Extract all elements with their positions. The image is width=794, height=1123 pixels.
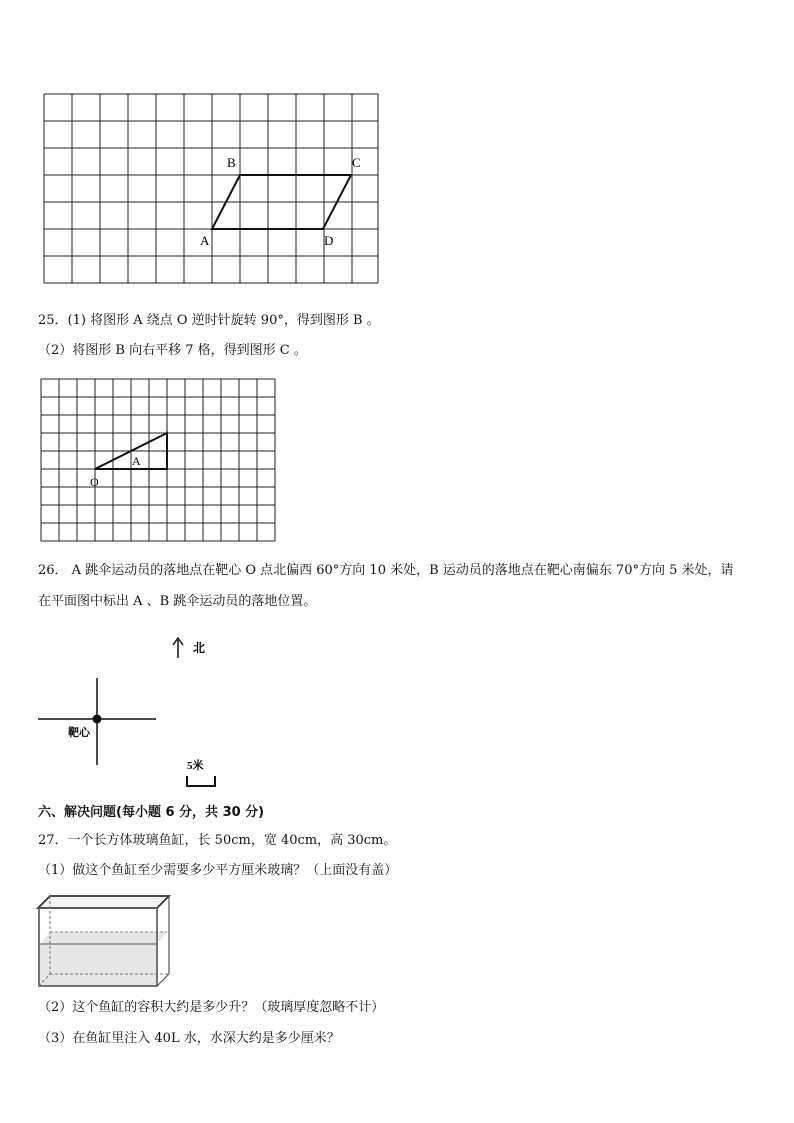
grid-lines <box>44 94 378 283</box>
tank-right-edge <box>157 974 169 986</box>
q27-sub1: （1）做这个鱼缸至少需要多少平方厘米玻璃？（上面没有盖） <box>38 863 398 878</box>
north-arrow-icon <box>173 638 183 658</box>
parallelogram-grid-figure <box>40 90 385 290</box>
q27-sub2: （2）这个鱼缸的容积大约是多少升？（玻璃厚度忽略不计） <box>38 1000 385 1015</box>
target-center-dot <box>93 715 102 724</box>
target-direction-figure <box>30 630 270 810</box>
fish-tank-figure <box>36 890 171 990</box>
point-label-o: O <box>90 475 99 489</box>
vertex-label-c: C <box>352 155 361 170</box>
tank-top-rim <box>38 896 169 908</box>
q25-line2: （2）将图形 B 向右平移 7 格，得到图形 C 。 <box>38 343 307 358</box>
grid-lines <box>41 379 275 541</box>
tank-water <box>40 932 167 986</box>
scale-bar <box>187 776 215 786</box>
rotation-grid-figure <box>38 376 278 544</box>
section-6-title: 六、解决问题(每小题 6 分，共 30 分) <box>38 805 265 820</box>
vertex-label-a: A <box>200 233 210 248</box>
north-label: 北 <box>193 641 206 655</box>
q27-sub3: （3）在鱼缸里注入 40L 水，水深大约是多少厘米？ <box>38 1031 340 1046</box>
q26-line2: 在平面图中标出 A 、B 跳伞运动员的落地位置。 <box>38 594 317 609</box>
q25-line1: 25．(1) 将图形 A 绕点 O 逆时针旋转 90°，得到图形 B 。 <box>38 313 380 328</box>
target-center-label: 靶心 <box>68 727 90 739</box>
q26-line1: 26． A 跳伞运动员的落地点在靶心 O 点北偏西 60°方向 10 米处，B 运动员的落地点在靶心南偏东 70°方向 5 米处，请 <box>38 563 734 578</box>
q27-intro: 27．一个长方体玻璃鱼缸，长 50cm，宽 40cm，高 30cm。 <box>38 833 397 848</box>
vertex-label-b: B <box>227 155 236 170</box>
scale-label: 5米 <box>187 760 204 772</box>
vertex-label-d: D <box>324 233 334 248</box>
shape-label-a: A <box>132 454 141 468</box>
